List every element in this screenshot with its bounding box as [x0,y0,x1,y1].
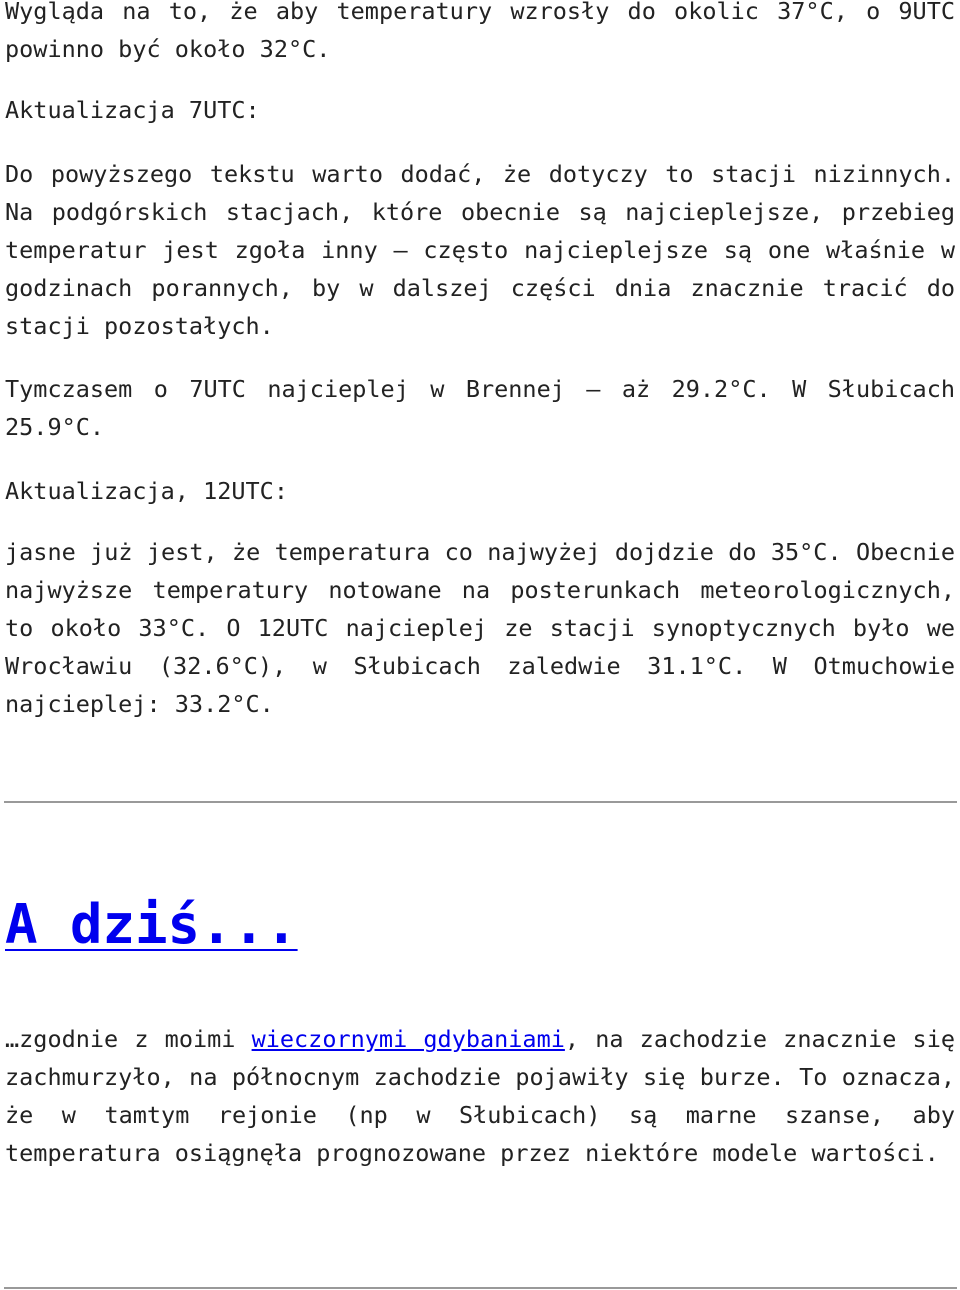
update-heading-7utc: Aktualizacja 7UTC: [5,96,260,124]
paragraph-lowland-stations: Do powyższego tekstu warto dodać, że dotyczy to stacji nizinnych. Na podgórskich stacjach, które obecnie są najcieplejsze, przebieg temperatur jest zgoła inny – często najcieplejsze są one właśnie w godzinach porannych, by w dalszej części dnia znacznie tracić do stacji pozostałych. [5,160,955,340]
paragraph-clouds-storms [5,1020,955,1172]
paragraph-brenna-temperature: Tymczasem o 7UTC najcieplej w Brennej – aż 29.2°C. W Słubicach 25.9°C. [5,375,955,441]
paragraph-forecast-37c: Wygląda na to, że aby temperatury wzrosły do okolic 37°C, o 9UTC powinno być około 32°C. [5,0,955,63]
evening-speculation-link[interactable]: wieczornymi gdybaniami [251,1025,565,1053]
paragraph-text-after-link: , na zachodzie znacznie się zachmurzyło, na północnym zachodzie pojawiły się burze. To oznacza, że w tamtym rejonie (np w Słubicach) są marne szanse, aby temperatura osiągnęła prognozowane przez niektóre modele wartości. [5,1025,955,1167]
paragraph-max-35c: jasne już jest, że temperatura co najwyżej dojdzie do 35°C. Obecnie najwyższe temperatury notowane na posterunkach meteorologicznych, to około 33°C. O 12UTC najcieplej ze stacji synoptycznych było we Wrocławiu (32.6°C), w Słubicach zaledwie 31.1°C. W Otmuchowie najcieplej: 33.2°C. [5,538,955,718]
horizontal-divider [4,801,957,803]
section-heading-today[interactable]: A dziś... [5,893,298,956]
horizontal-divider-bottom [4,1287,957,1289]
update-heading-12utc: Aktualizacja, 12UTC: [5,477,288,505]
paragraph-text-before-link: …zgodnie z moimi [5,1025,252,1053]
